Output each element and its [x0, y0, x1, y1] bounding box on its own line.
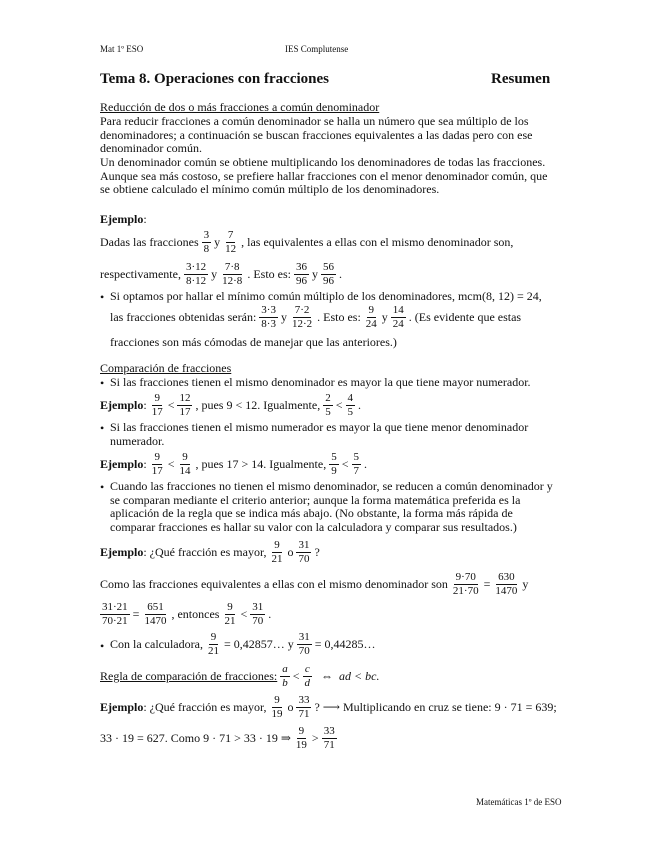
conj-y: y	[214, 235, 221, 249]
conj-y: y	[311, 267, 318, 281]
equals: =	[483, 577, 491, 591]
fraction-7-12: $\frac{7}{12}$	[225, 229, 237, 255]
fraction-9-21: $\frac{9}{21}$	[207, 631, 219, 657]
fraction-56-96: $\frac{56}{96}$	[322, 261, 334, 287]
bullet: •	[100, 290, 105, 304]
fraction-31-70: $\frac{31}{70}$	[252, 601, 264, 627]
text: , pues 9 < 12. Igualmente,	[195, 398, 321, 412]
example-label: Ejemplo	[100, 700, 144, 714]
text: . (Es evidente que estas	[408, 310, 522, 324]
fraction-9-19: $\frac{9}{19}$	[271, 694, 283, 720]
example1-line3	[110, 305, 521, 330]
fraction-651-1470: $\frac{651}{1470}$	[144, 601, 167, 627]
text: Dadas las fracciones	[100, 235, 199, 249]
fraction-5-7: $\frac{5}{7}$	[353, 451, 359, 477]
fraction-9x70-21x70: $\frac{9\cdot 70}{21\cdot 70}$	[452, 571, 479, 597]
fraction-9-21: $\frac{9}{21}$	[271, 539, 283, 565]
example4-line1	[100, 695, 557, 720]
fraction-9-21: $\frac{9}{21}$	[224, 601, 236, 627]
header-left: Mat 1º ESO	[100, 44, 144, 54]
bullet: •	[100, 421, 105, 435]
fraction-3x3-8x3: $\frac{3\cdot 3}{8\cdot 3}$	[261, 304, 276, 330]
comparacion-bullet-3: Cuando las fracciones no tienen el mismo denominador, se reducen a común denominador y se comparan mediante el criterio anterior; aunque la forma matemática preferida es la aplicación de la regla que se indica más abajo. (No obstante, la forma más rápida de comparar fracciones es hallar su valor con la calculadora y comparar sus resultados.)	[110, 479, 553, 534]
fraction-31-70: $\frac{31}{70}$	[298, 631, 310, 657]
greater-than: >	[311, 731, 319, 745]
fraction-c-d: $\frac{c}{d}$	[304, 663, 311, 689]
fraction-5-9: $\frac{5}{9}$	[331, 451, 337, 477]
paragraph-reduccion-2: Un denominador común se obtiene multiplicando los denominadores de todas las fracciones. Aunque sea más costoso, se prefiere hallar fracciones con el menor denominador común, que se obtiene calculado el mínimo común múltiplo de los denominadores.	[100, 155, 548, 197]
text: 33 · 19 = 627. Como 9 · 71 > 33 · 19 ⇒	[100, 731, 291, 745]
example1-line2	[100, 262, 342, 287]
comparacion-bullet-2: Si las fracciones tienen el mismo numerador es mayor la que tiene menor denominador numerador.	[110, 420, 529, 448]
fraction-9-19: $\frac{9}{19}$	[295, 725, 307, 751]
regla-comparacion	[100, 664, 379, 689]
less-than: <	[341, 457, 349, 471]
example1-line1	[100, 230, 513, 255]
conj-y: y	[381, 310, 388, 324]
comparacion-line-5	[100, 602, 271, 627]
period: .	[364, 457, 367, 471]
text: las fracciones obtenidas serán:	[110, 310, 257, 324]
colon: :	[143, 398, 147, 412]
period: .	[338, 267, 342, 281]
text: . Esto es:	[317, 310, 361, 324]
example-label: Ejemplo	[100, 545, 144, 559]
fraction-12-17: $\frac{12}{17}$	[179, 392, 191, 418]
example4-line2	[100, 726, 340, 751]
bullet: •	[100, 639, 105, 653]
example-heading-1	[100, 213, 147, 227]
section-heading-reduccion: Reducción de dos o más fracciones a común denominador	[100, 100, 380, 114]
fraction-33-71: $\frac{33}{71}$	[298, 694, 310, 720]
text: : ¿Qué fracción es mayor,	[143, 545, 267, 559]
period: .	[268, 607, 272, 621]
fraction-9-14: $\frac{9}{14}$	[179, 451, 191, 477]
less-than: <	[167, 398, 175, 412]
fraction-31x21-70x21: $\frac{31\cdot 21}{70\cdot 21}$	[102, 601, 128, 627]
conj-o: o	[287, 700, 294, 714]
comparacion-example-1	[100, 393, 361, 418]
text: , las equivalentes a ellas con el mismo denominador son,	[241, 235, 514, 249]
example-label: Ejemplo	[100, 212, 144, 226]
bullet: •	[100, 376, 105, 390]
fraction-2-5: $\frac{2}{5}$	[325, 392, 331, 418]
less-than: <	[167, 457, 175, 471]
equals: =	[132, 607, 140, 621]
colon: :	[143, 212, 147, 226]
fraction-3x12-8x12: $\frac{3\cdot 12}{8\cdot 12}$	[185, 261, 207, 287]
example-label: Ejemplo	[100, 398, 144, 412]
page-title: Tema 8. Operaciones con fracciones	[100, 71, 329, 87]
fraction-4-5: $\frac{4}{5}$	[347, 392, 353, 418]
conj-o: o	[287, 545, 294, 559]
comparacion-calculadora	[110, 632, 376, 657]
fraction-31-70: $\frac{31}{70}$	[298, 539, 310, 565]
paragraph-reduccion-1: Para reducir fracciones a común denominador se halla un número que sea múltiplo de los denominadores; a continuación se buscan fracciones equivalentes a las dadas pero con ese denominador común.	[100, 114, 533, 156]
text: Con la calculadora,	[110, 637, 203, 651]
comparacion-bullet-1: Si las fracciones tienen el mismo denominador es mayor la que tiene mayor numerador.	[110, 375, 531, 389]
fraction-a-b: $\frac{a}{b}$	[282, 663, 288, 689]
conj-y: y	[211, 267, 218, 281]
fraction-7x2-12x2: $\frac{7\cdot 2}{12\cdot 2}$	[291, 304, 313, 330]
comparacion-line-4	[100, 572, 528, 597]
rule-result: ad < bc.	[339, 669, 380, 683]
section-heading-comparacion: Comparación de fracciones	[100, 361, 232, 375]
text: ? ⟶ Multiplicando en cruz se tiene: 9 · 71 = 639;	[314, 700, 557, 714]
fraction-33-71: $\frac{33}{71}$	[323, 725, 335, 751]
conj-y: y	[522, 577, 529, 591]
text: , entonces	[171, 607, 220, 621]
text: : ¿Qué fracción es mayor,	[143, 700, 267, 714]
rule-label: Regla de comparación de fracciones:	[100, 669, 278, 683]
less-than: <	[335, 398, 343, 412]
fraction-9-24: $\frac{9}{24}$	[365, 304, 377, 330]
iff-symbol: ⇔	[321, 669, 334, 683]
footer-right: Matemáticas 1º de ESO	[476, 797, 562, 807]
fraction-36-96: $\frac{36}{96}$	[295, 261, 307, 287]
question-mark: ?	[314, 545, 320, 559]
example1-bullet-text: Si optamos por hallar el mínimo común múltiplo de los denominadores, mcm(8, 12) = 24,	[110, 289, 542, 303]
fraction-9-17: $\frac{9}{17}$	[151, 392, 163, 418]
conj-y: y	[280, 310, 287, 324]
text: , pues 17 > 14. Igualmente,	[195, 457, 327, 471]
less-than: <	[292, 669, 300, 683]
example-label: Ejemplo	[100, 457, 144, 471]
page-title-right: Resumen	[491, 71, 551, 87]
fraction-7x8-12x8: $\frac{7\cdot 8}{12\cdot 8}$	[222, 261, 243, 287]
text: Como las fracciones equivalentes a ellas con el mismo denominador son	[100, 577, 448, 591]
text: respectivamente,	[100, 267, 181, 281]
text: . Esto es:	[247, 267, 291, 281]
colon: :	[143, 457, 147, 471]
fraction-3-8: $\frac{3}{8}$	[203, 229, 210, 255]
fraction-14-24: $\frac{14}{24}$	[392, 304, 404, 330]
text: = 0,42857… y	[223, 637, 294, 651]
header-center: IES Complutense	[285, 44, 349, 54]
comparacion-example-2	[100, 452, 367, 477]
fraction-630-1470: $\frac{630}{1470}$	[495, 571, 518, 597]
text: = 0,44285…	[314, 637, 376, 651]
fraction-9-17: $\frac{9}{17}$	[151, 451, 163, 477]
period: .	[358, 398, 361, 412]
example1-line4: fracciones son más cómodas de manejar que las anteriores.)	[110, 335, 397, 349]
less-than: <	[240, 607, 248, 621]
bullet: •	[100, 480, 105, 494]
comparacion-example-3	[100, 540, 320, 565]
